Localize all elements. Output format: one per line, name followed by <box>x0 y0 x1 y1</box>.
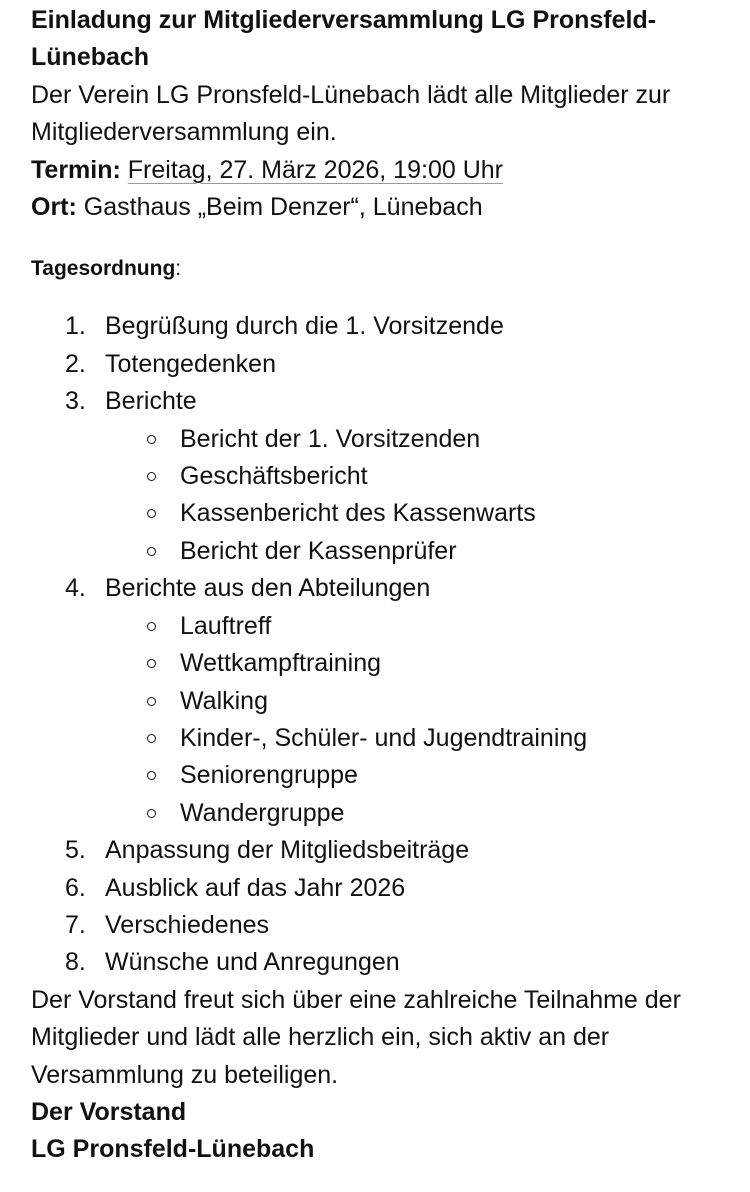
agenda-subitem <box>105 533 730 570</box>
agenda-subitem <box>105 458 730 495</box>
agenda-item <box>31 308 730 345</box>
agenda-item-label: Begrüßung durch die 1. Vorsitzende <box>105 312 504 341</box>
agenda-subitem-label: Lauftreff <box>180 611 272 640</box>
intro-text: Der Verein LG Pronsfeld-Lünebach lädt alle Mitglieder zur Mitgliederversammlung ein. <box>31 80 671 147</box>
agenda-subitem-label: Bericht der 1. Vorsitzenden <box>180 424 481 453</box>
signature-club: LG Pronsfeld-Lünebach <box>31 1135 315 1164</box>
agenda-subitem <box>105 495 730 532</box>
circle-bullet-icon <box>147 509 156 518</box>
agenda-item-number: 7. <box>65 910 86 939</box>
agenda-item <box>31 570 730 832</box>
agenda-item-label: Berichte aus den Abteilungen <box>105 574 431 603</box>
ort-value: Gasthaus „Beim Denzer“, Lünebach <box>83 193 483 222</box>
agenda-item-number: 3. <box>65 387 86 416</box>
ort-line <box>31 189 730 226</box>
agenda-subitem-label: Kassenbericht des Kassenwarts <box>180 499 536 528</box>
agenda-heading-label: Tagesordnung <box>31 257 176 281</box>
agenda-subitem-label: Bericht der Kassenprüfer <box>180 536 457 565</box>
agenda-heading <box>31 254 730 284</box>
document-title: Einladung zur Mitgliederversammlung LG Pronsfeld-Lünebach <box>31 6 657 72</box>
agenda-item <box>31 832 730 869</box>
agenda-item-label: Anpassung der Mitgliedsbeiträge <box>105 836 470 865</box>
agenda-subitem-label: Walking <box>180 686 268 715</box>
agenda-item-number: 1. <box>65 312 86 341</box>
agenda-item-number: 4. <box>65 574 86 603</box>
agenda-item-label: Ausblick auf das Jahr 2026 <box>105 873 406 902</box>
agenda-subitem <box>105 608 730 645</box>
circle-bullet-icon <box>147 435 156 444</box>
circle-bullet-icon <box>147 547 156 556</box>
agenda-item <box>31 383 730 570</box>
agenda-subitem <box>105 757 730 794</box>
agenda-subitem-label: Wettkampftraining <box>180 649 382 678</box>
agenda-item-label: Verschiedenes <box>105 910 270 939</box>
agenda-item-label: Wünsche und Anregungen <box>105 948 400 977</box>
termin-label: Termin: <box>31 155 121 184</box>
agenda-sublist <box>105 608 730 832</box>
circle-bullet-icon <box>147 622 156 631</box>
agenda-item <box>31 944 730 981</box>
agenda-subitem <box>105 720 730 757</box>
agenda-item <box>31 870 730 907</box>
agenda-subitem <box>105 645 730 682</box>
circle-bullet-icon <box>147 472 156 481</box>
agenda-subitem-label: Kinder-, Schüler- und Jugendtraining <box>180 723 588 752</box>
agenda-subitem <box>105 795 730 832</box>
agenda-heading-suffix: : <box>175 257 182 281</box>
agenda-item <box>31 346 730 383</box>
signature-board: Der Vorstand <box>31 1097 187 1126</box>
circle-bullet-icon <box>147 809 156 818</box>
agenda-sublist <box>105 421 730 571</box>
agenda-subitem-label: Seniorengruppe <box>180 761 358 790</box>
agenda-subitem <box>105 683 730 720</box>
termin-line <box>31 152 730 189</box>
closing-text: Der Vorstand freut sich über eine zahlreiche Teilnahme der Mitglieder und lädt alle herzlich ein, sich aktiv an der Versammlung zu beteiligen. <box>31 985 681 1089</box>
agenda-item-number: 8. <box>65 948 86 977</box>
agenda-item-label: Berichte <box>105 387 197 416</box>
agenda-subitem-label: Geschäftsbericht <box>180 462 368 491</box>
agenda-item <box>31 907 730 944</box>
agenda-subitem <box>105 421 730 458</box>
circle-bullet-icon <box>147 771 156 780</box>
circle-bullet-icon <box>147 697 156 706</box>
circle-bullet-icon <box>147 659 156 668</box>
agenda-item-number: 2. <box>65 349 86 378</box>
termin-date-link[interactable]: Freitag, 27. März 2026, 19:00 Uhr <box>127 155 503 184</box>
agenda-list <box>31 308 730 981</box>
ort-label: Ort: <box>31 193 77 222</box>
circle-bullet-icon <box>147 734 156 743</box>
agenda-item-number: 5. <box>65 836 86 865</box>
agenda-item-number: 6. <box>65 873 86 902</box>
agenda-subitem-label: Wandergruppe <box>180 798 345 827</box>
agenda-item-label: Totengedenken <box>105 349 276 378</box>
